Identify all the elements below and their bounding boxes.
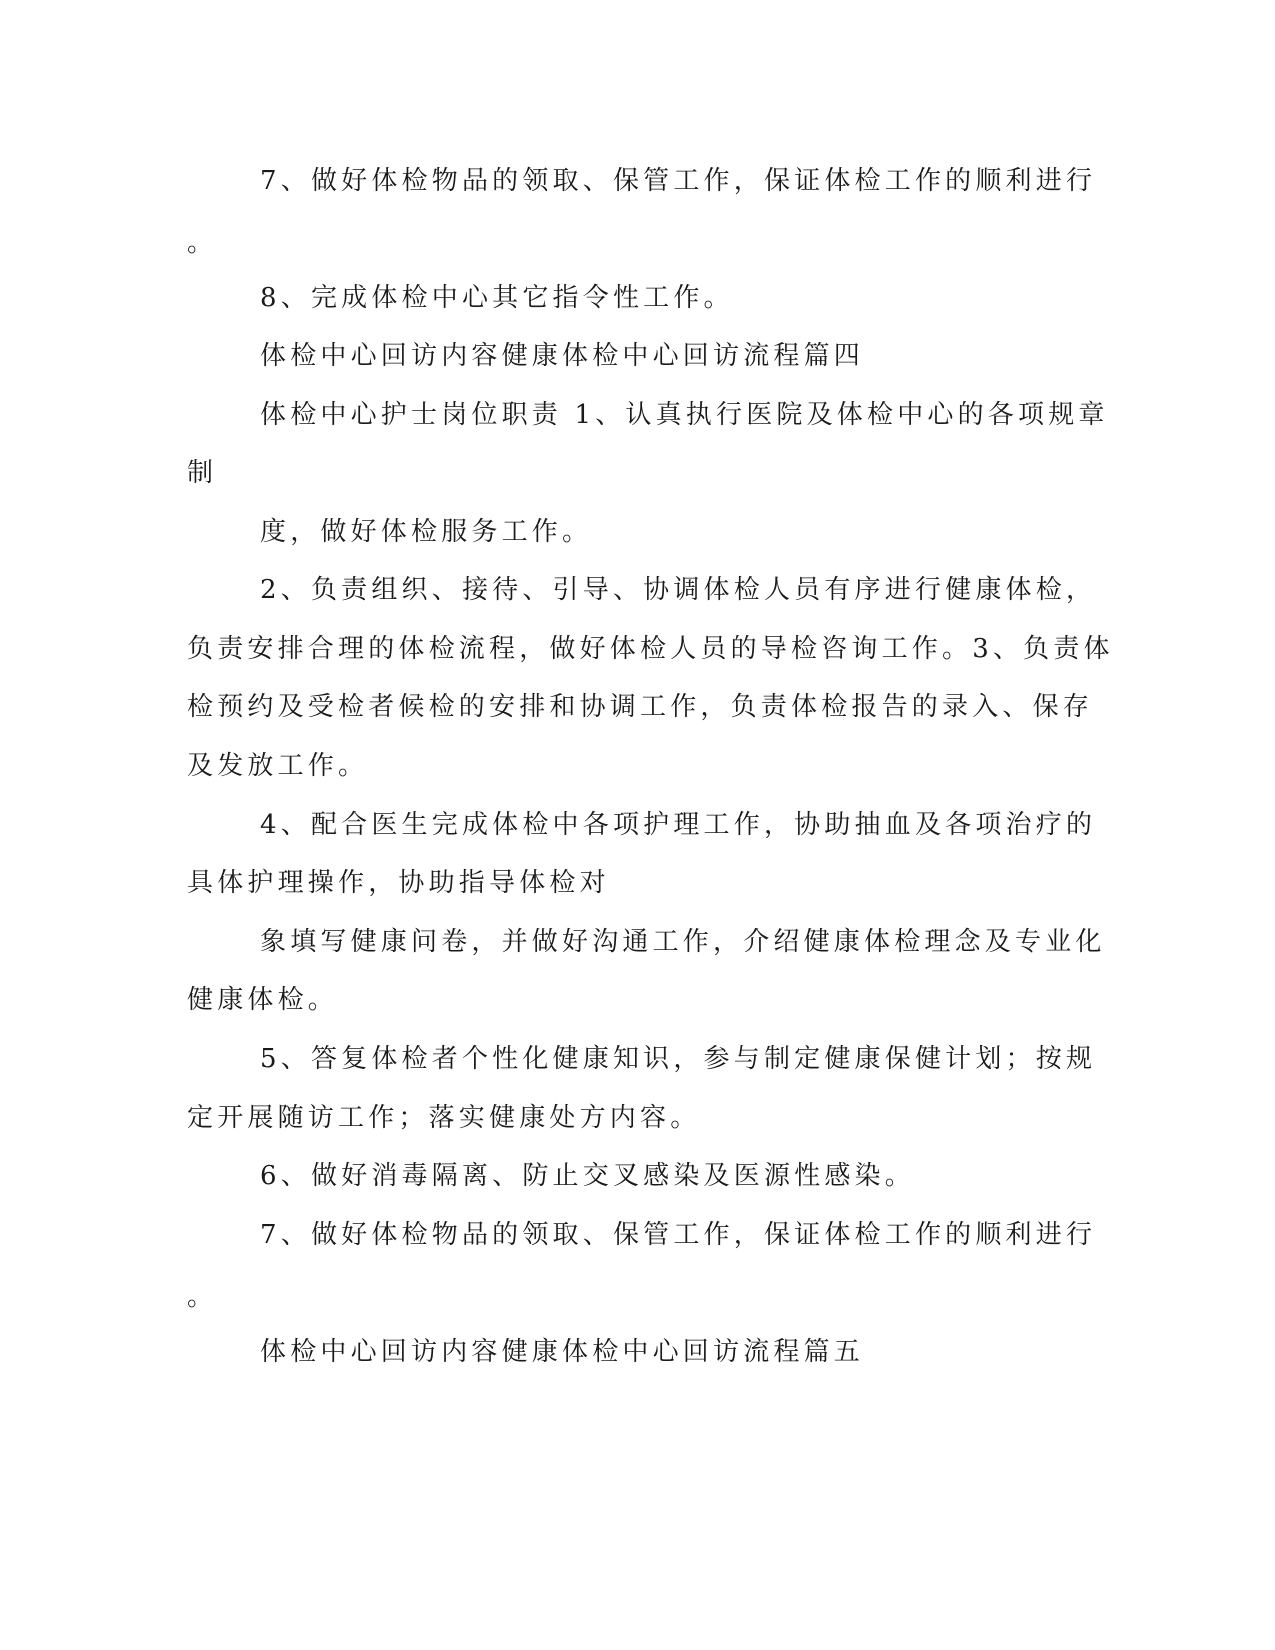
paragraph-line: 7、做好体检物品的领取、保管工作，保证体检工作的顺利进行 xyxy=(260,1220,1097,1250)
paragraph-line: 体检中心护士岗位职责 1、认真执行医院及体检中心的各项规章 xyxy=(260,400,1109,430)
section-heading: 体检中心回访内容健康体检中心回访流程篇四 xyxy=(260,341,865,371)
paragraph-line: 负责安排合理的体检流程，做好体检人员的导检咨询工作。3、负责体 xyxy=(187,634,1114,664)
paragraph-line: 7、做好体检物品的领取、保管工作，保证体检工作的顺利进行 xyxy=(260,166,1097,196)
paragraph-line: 健康体检。 xyxy=(187,985,339,1015)
paragraph-line: 具体护理操作，协助指导体检对 xyxy=(187,868,610,898)
paragraph-line: 8、完成体检中心其它指令性工作。 xyxy=(260,283,734,313)
paragraph-line: 5、答复体检者个性化健康知识，参与制定健康保健计划；按规 xyxy=(260,1044,1097,1074)
paragraph-line: 2、负责组织、接待、引导、协调体检人员有序进行健康体检， xyxy=(260,575,1097,605)
section-heading: 体检中心回访内容健康体检中心回访流程篇五 xyxy=(260,1337,865,1367)
paragraph-line: 6、做好消毒隔离、防止交叉感染及医源性感染。 xyxy=(260,1161,915,1191)
paragraph-line: 检预约及受检者候检的安排和协调工作，负责体检报告的录入、保存 xyxy=(187,692,1094,722)
paragraph-line: 度，做好体检服务工作。 xyxy=(260,517,593,547)
paragraph-line: 制 xyxy=(187,458,218,488)
paragraph-line: 定开展随访工作；落实健康处方内容。 xyxy=(187,1103,701,1133)
paragraph-line: 4、配合医生完成体检中各项护理工作，协助抽血及各项治疗的 xyxy=(260,810,1097,840)
paragraph-line: 。 xyxy=(187,228,218,258)
paragraph-line: 象填写健康问卷，并做好沟通工作，介绍健康体检理念及专业化 xyxy=(260,927,1106,957)
paragraph-line: 。 xyxy=(187,1282,218,1312)
paragraph-line: 及发放工作。 xyxy=(187,751,369,781)
